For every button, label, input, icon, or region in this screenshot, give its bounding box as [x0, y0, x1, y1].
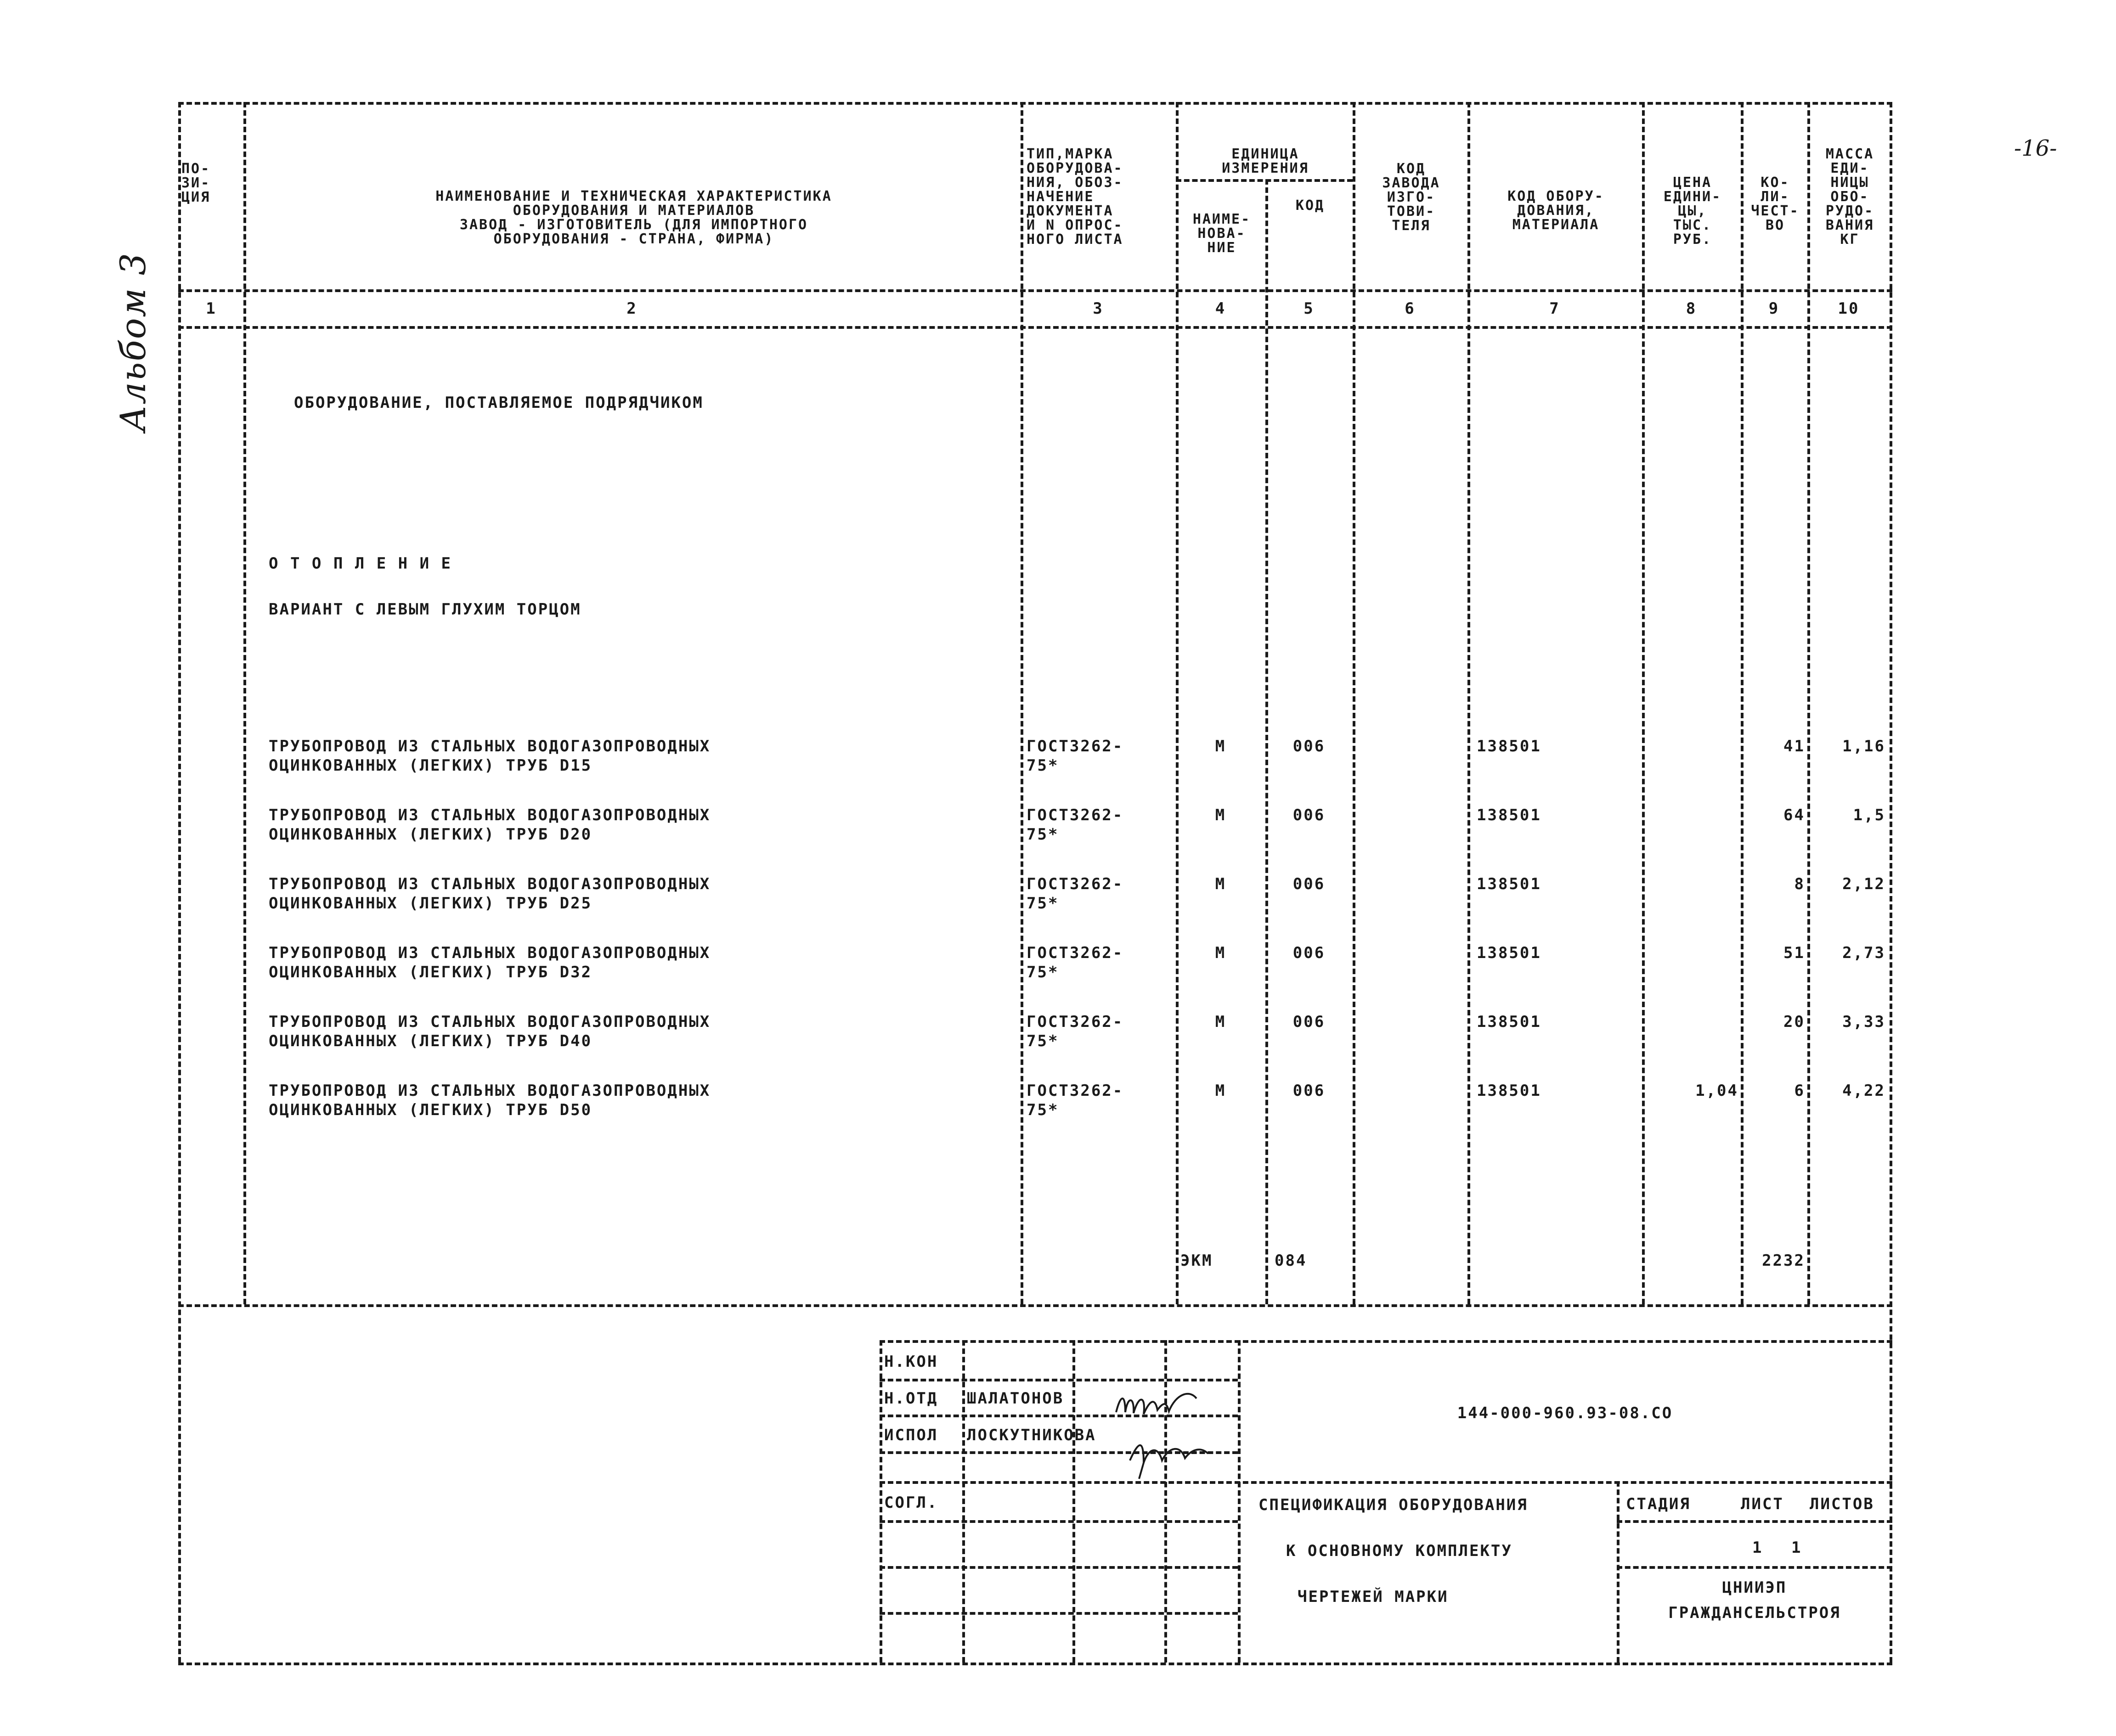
item-quantity: 41 — [1783, 737, 1805, 755]
item-mass: 3,33 — [1842, 1013, 1885, 1031]
item-unit: М — [1215, 737, 1226, 755]
column-number: 10 — [1838, 299, 1860, 318]
item-name-detail: ОЦИНКОВАННЫХ (ЛЕГКИХ) ТРУБ D15 — [269, 756, 592, 775]
item-material-code: 138501 — [1477, 737, 1541, 755]
item-standard: ГОСТ3262- — [1027, 1013, 1124, 1031]
item-name: ТРУБОПРОВОД ИЗ СТАЛЬНЫХ ВОДОГАЗОПРОВОДНЫХ — [269, 737, 711, 755]
item-standard-year: 75* — [1027, 963, 1059, 981]
header-col4: НАИМЕ- НОВА- НИЕ — [1192, 211, 1251, 256]
stamp-role: Н.КОН — [884, 1353, 938, 1371]
column-number: 5 — [1303, 299, 1315, 318]
item-standard-year: 75* — [1027, 1032, 1059, 1050]
item-material-code: 138501 — [1477, 806, 1541, 824]
item-material-code: 138501 — [1477, 1013, 1541, 1031]
item-standard: ГОСТ3262- — [1027, 944, 1124, 962]
item-material-code: 138501 — [1477, 875, 1541, 893]
item-name: ТРУБОПРОВОД ИЗ СТАЛЬНЫХ ВОДОГАЗОПРОВОДНЫХ — [269, 875, 711, 893]
item-standard: ГОСТ3262- — [1027, 1082, 1124, 1100]
document-title-line: СПЕЦИФИКАЦИЯ ОБОРУДОВАНИЯ — [1258, 1496, 1528, 1514]
item-unit-code: 006 — [1292, 737, 1326, 755]
album-label: Альбом 3 — [113, 252, 153, 432]
item-unit: М — [1215, 944, 1226, 962]
section-title: ОБОРУДОВАНИЕ, ПОСТАВЛЯЕМОЕ ПОДРЯДЧИКОМ — [294, 394, 704, 412]
item-standard: ГОСТ3262- — [1027, 737, 1124, 755]
document-title-line: К ОСНОВНОМУ КОМПЛЕКТУ — [1286, 1542, 1512, 1560]
organization-name: ГРАЖДАНСЕЛЬСТРОЯ — [1668, 1604, 1841, 1622]
column-number: 4 — [1215, 299, 1226, 318]
item-mass: 1,16 — [1842, 737, 1885, 755]
header-col8: ЦЕНА ЕДИНИ- ЦЫ, ТЫС. РУБ. — [1663, 175, 1722, 248]
organization-name: ЦНИИЭП — [1722, 1578, 1787, 1597]
sheet-label: ЛИСТ — [1741, 1495, 1784, 1513]
stage-label: СТАДИЯ — [1626, 1495, 1691, 1513]
column-number: 3 — [1093, 299, 1104, 318]
header-col7: КОД ОБОРУ- ДОВАНИЯ, МАТЕРИАЛА — [1507, 188, 1604, 233]
total-unit: ЭКМ — [1180, 1251, 1213, 1270]
item-unit-code: 006 — [1292, 1013, 1326, 1031]
document-title-line: ЧЕРТЕЖЕЙ МАРКИ — [1298, 1588, 1449, 1606]
header-col6: КОД ЗАВОДА ИЗГО- ТОВИ- ТЕЛЯ — [1382, 161, 1440, 234]
column-number: 9 — [1768, 299, 1780, 318]
stamp-role: Н.ОТД — [884, 1389, 938, 1408]
sheet-number: 1 — [1752, 1539, 1763, 1557]
item-standard-year: 75* — [1027, 894, 1059, 913]
item-unit-code: 006 — [1292, 875, 1326, 893]
item-standard: ГОСТ3262- — [1027, 875, 1124, 893]
item-mass: 2,73 — [1842, 944, 1885, 962]
variant-title: ВАРИАНТ С ЛЕВЫМ ГЛУХИМ ТОРЦОМ — [269, 600, 581, 619]
item-name-detail: ОЦИНКОВАННЫХ (ЛЕГКИХ) ТРУБ D32 — [269, 963, 592, 981]
header-col5: КОД — [1295, 197, 1325, 214]
header-unit-group: ЕДИНИЦА ИЗМЕРЕНИЯ — [1222, 146, 1309, 176]
item-quantity: 64 — [1783, 806, 1805, 824]
sheets-label: ЛИСТОВ — [1810, 1495, 1874, 1513]
header-col3: ТИП,МАРКА ОБОРУДОВА- НИЯ, ОБОЗ- НАЧЕНИЕ ДОКУМЕНТА И N ОПРОС- НОГО ЛИСТА — [1027, 146, 1123, 248]
item-name-detail: ОЦИНКОВАННЫХ (ЛЕГКИХ) ТРУБ D40 — [269, 1032, 592, 1050]
item-name-detail: ОЦИНКОВАННЫХ (ЛЕГКИХ) ТРУБ D20 — [269, 825, 592, 844]
subsection-title: О Т О П Л Е Н И Е — [269, 554, 452, 573]
stamp-name: ЛОСКУТНИКОВА — [967, 1426, 1096, 1444]
item-mass: 4,22 — [1842, 1082, 1885, 1100]
item-standard-year: 75* — [1027, 825, 1059, 844]
header-col10: МАССА ЕДИ- НИЦЫ ОБО- РУДО- ВАНИЯ КГ — [1825, 146, 1874, 248]
column-number: 2 — [626, 299, 638, 318]
column-number: 1 — [206, 299, 217, 318]
item-unit: М — [1215, 1013, 1226, 1031]
item-unit: М — [1215, 1082, 1226, 1100]
item-standard-year: 75* — [1027, 1101, 1059, 1119]
stamp-name: ШАЛАТОНОВ — [967, 1389, 1064, 1408]
signature-loskutnikova — [1125, 1435, 1217, 1481]
total-unit-code: 084 — [1275, 1251, 1307, 1270]
item-quantity: 6 — [1794, 1082, 1805, 1100]
document-code: 144-000-960.93-08.СО — [1457, 1404, 1673, 1422]
item-unit: М — [1215, 806, 1226, 824]
column-number: 7 — [1549, 299, 1560, 318]
item-unit-code: 006 — [1292, 806, 1326, 824]
signature-shalatonov — [1112, 1385, 1203, 1426]
item-quantity: 20 — [1783, 1013, 1805, 1031]
item-unit-code: 006 — [1292, 1082, 1326, 1100]
sheets-count: 1 — [1791, 1539, 1802, 1557]
page-number: -16- — [2014, 135, 2057, 161]
item-standard-year: 75* — [1027, 756, 1059, 775]
item-name: ТРУБОПРОВОД ИЗ СТАЛЬНЫХ ВОДОГАЗОПРОВОДНЫХ — [269, 1013, 711, 1031]
item-mass: 2,12 — [1842, 875, 1885, 893]
item-name: ТРУБОПРОВОД ИЗ СТАЛЬНЫХ ВОДОГАЗОПРОВОДНЫХ — [269, 806, 711, 824]
item-name: ТРУБОПРОВОД ИЗ СТАЛЬНЫХ ВОДОГАЗОПРОВОДНЫХ — [269, 1082, 711, 1100]
item-material-code: 138501 — [1477, 944, 1541, 962]
item-name: ТРУБОПРОВОД ИЗ СТАЛЬНЫХ ВОДОГАЗОПРОВОДНЫХ — [269, 944, 711, 962]
item-name-detail: ОЦИНКОВАННЫХ (ЛЕГКИХ) ТРУБ D25 — [269, 894, 592, 913]
column-number: 6 — [1405, 299, 1416, 318]
total-quantity: 2232 — [1762, 1251, 1805, 1270]
header-col2: НАИМЕНОВАНИЕ И ТЕХНИЧЕСКАЯ ХАРАКТЕРИСТИКА ОБОРУДОВАНИЯ И МАТЕРИАЛОВ ЗАВОД - ИЗГОТОВИТЕЛЬ (ДЛЯ ИМПОРТНОГО ОБОРУДОВАНИЯ - СТРАНА, ФИРМА) — [435, 188, 832, 247]
item-unit-code: 006 — [1292, 944, 1326, 962]
stamp-role: СОГЛ. — [884, 1494, 938, 1512]
item-unit: М — [1215, 875, 1226, 893]
item-name-detail: ОЦИНКОВАННЫХ (ЛЕГКИХ) ТРУБ D50 — [269, 1101, 592, 1119]
item-quantity: 8 — [1794, 875, 1805, 893]
header-col1: ПО- ЗИ- ЦИЯ — [181, 161, 211, 205]
item-mass: 1,5 — [1853, 806, 1885, 824]
column-number: 8 — [1686, 299, 1697, 318]
item-price: 1,04 — [1695, 1082, 1738, 1100]
stamp-role: ИСПОЛ — [884, 1426, 938, 1444]
header-col9: КО- ЛИ- ЧЕСТ- ВО — [1751, 175, 1800, 233]
item-quantity: 51 — [1783, 944, 1805, 962]
item-standard: ГОСТ3262- — [1027, 806, 1124, 824]
item-material-code: 138501 — [1477, 1082, 1541, 1100]
